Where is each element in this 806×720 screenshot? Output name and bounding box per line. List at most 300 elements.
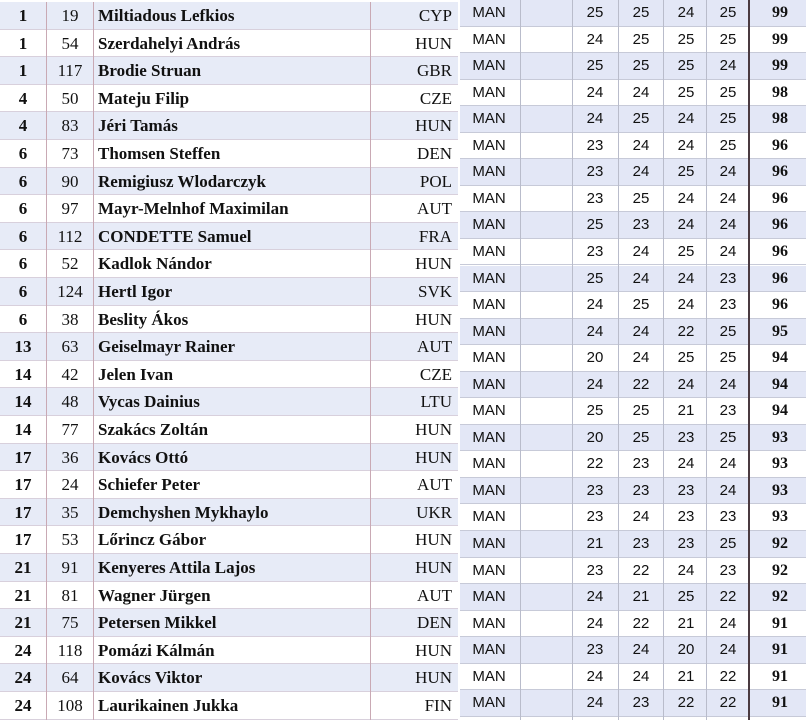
column-divider (706, 0, 707, 720)
competitor-row (0, 444, 458, 472)
nation-cell: UKR (416, 502, 452, 522)
nation-cell: HUN (415, 640, 452, 660)
series-4-score: 24 (719, 216, 737, 234)
series-3-score: 25 (677, 83, 695, 101)
series-4-score: 25 (719, 322, 737, 340)
discipline-cell: MAN (472, 83, 506, 101)
nation-cell: CYP (418, 6, 452, 25)
discipline-cell: MAN (472, 508, 506, 526)
series-3-score: 24 (677, 375, 695, 393)
series-3-score: 24 (677, 216, 695, 234)
competitor-name-cell: Miltiadous Lefkios (98, 6, 235, 25)
competitor-row (0, 168, 458, 196)
series-2-score: 23 (632, 694, 650, 712)
series-4-score: 25 (719, 30, 737, 48)
rank-cell: 6 (18, 144, 28, 163)
start-number-cell: 36 (61, 447, 79, 467)
nation-cell: CZE (419, 88, 452, 108)
discipline-cell: MAN (472, 163, 506, 181)
discipline-cell: MAN (472, 428, 506, 446)
series-2-score: 24 (632, 508, 650, 526)
rank-cell: 1 (18, 33, 28, 53)
column-divider (663, 0, 664, 720)
competitor-name-cell: Kovács Ottó (98, 447, 189, 467)
competitor-name-cell: Szerdahelyi András (98, 33, 241, 53)
series-3-score: 21 (677, 667, 695, 685)
series-2-score: 25 (632, 402, 650, 420)
competitor-row (0, 333, 458, 361)
competitor-name-cell: Schiefer Peter (98, 475, 201, 495)
score-row (460, 0, 806, 27)
score-row (460, 106, 806, 133)
start-number-cell: 117 (57, 61, 83, 81)
competitor-row (0, 306, 458, 334)
competitor-row (0, 526, 458, 554)
nation-cell: POL (419, 171, 452, 191)
score-row (460, 27, 806, 54)
score-row (460, 292, 806, 319)
competitor-row (0, 692, 458, 720)
series-1-score: 23 (586, 561, 604, 579)
start-number-cell: 64 (61, 668, 79, 688)
column-divider (46, 2, 47, 720)
discipline-cell: MAN (472, 402, 506, 420)
competitor-row (0, 223, 458, 251)
series-3-score: 25 (677, 588, 695, 606)
discipline-cell: MAN (472, 57, 506, 75)
score-table (460, 0, 806, 720)
competitor-row (0, 195, 458, 223)
competitor-row (0, 471, 458, 499)
nation-cell: HUN (415, 420, 452, 439)
series-1-score: 25 (586, 269, 604, 287)
discipline-cell: MAN (472, 322, 506, 340)
series-2-score: 25 (632, 189, 650, 207)
total-score: 93 (772, 481, 788, 499)
rank-cell: 6 (18, 171, 28, 191)
total-score: 91 (772, 667, 788, 685)
start-number-cell: 81 (61, 585, 79, 605)
series-3-score: 25 (677, 57, 695, 75)
score-row (460, 478, 806, 505)
series-2-score: 25 (632, 110, 650, 128)
nation-cell: FRA (418, 226, 452, 246)
score-row (460, 425, 806, 452)
rank-cell: 17 (14, 530, 32, 550)
series-2-score: 25 (632, 30, 650, 48)
start-number-cell: 50 (61, 88, 79, 108)
total-score: 96 (772, 163, 788, 181)
competitor-row (0, 30, 458, 58)
start-number-cell: 90 (61, 171, 79, 191)
series-1-score: 21 (586, 535, 604, 552)
series-3-score: 21 (677, 614, 695, 632)
nation-cell: FIN (424, 696, 452, 715)
start-number-cell: 24 (61, 475, 79, 495)
start-number-cell: 38 (61, 309, 79, 329)
competitor-name-cell: Laurikainen Jukka (98, 696, 239, 715)
total-score: 96 (772, 216, 788, 234)
competitor-name-cell: Geiselmayr Rainer (98, 337, 236, 357)
competitor-name-cell: Beslity Ákos (98, 309, 189, 329)
total-score: 96 (772, 269, 788, 287)
start-number-cell: 63 (61, 337, 79, 357)
discipline-cell: MAN (472, 242, 506, 260)
series-1-score: 24 (586, 614, 604, 632)
competitor-name-cell: Petersen Mikkel (98, 613, 217, 633)
competitor-name-cell: Jelen Ivan (98, 364, 174, 384)
competitor-row (0, 278, 458, 306)
series-1-score: 25 (586, 57, 604, 75)
series-1-score: 20 (586, 349, 604, 367)
rank-cell: 1 (18, 61, 28, 81)
series-4-score: 22 (719, 667, 737, 685)
start-number-cell: 35 (61, 502, 79, 522)
competitor-name-cell: Mateju Filip (98, 88, 190, 108)
series-4-score: 25 (719, 110, 737, 128)
discipline-cell: MAN (472, 667, 506, 685)
score-row (460, 664, 806, 691)
series-4-score: 24 (719, 481, 737, 499)
start-number-cell: 52 (61, 254, 79, 274)
score-row (460, 584, 806, 611)
series-3-score: 24 (677, 189, 695, 207)
nation-cell: HUN (415, 668, 452, 688)
score-row (460, 531, 806, 558)
series-1-score: 20 (586, 428, 604, 446)
series-4-score: 25 (719, 535, 737, 552)
series-2-score: 21 (632, 588, 650, 606)
start-number-cell: 73 (61, 144, 79, 163)
series-2-score: 25 (632, 57, 650, 75)
rank-cell: 21 (14, 558, 32, 577)
discipline-cell: MAN (472, 30, 506, 48)
score-row (460, 611, 806, 638)
series-1-score: 25 (586, 4, 604, 21)
rank-cell: 24 (14, 696, 32, 715)
start-number-cell: 97 (61, 199, 79, 219)
score-row (460, 80, 806, 107)
rank-cell: 14 (14, 420, 32, 439)
series-3-score: 23 (677, 535, 695, 552)
series-4-score: 23 (719, 296, 737, 314)
series-3-score: 25 (677, 163, 695, 181)
series-3-score: 24 (677, 296, 695, 314)
total-score: 94 (772, 375, 788, 393)
competitor-name-cell: Kenyeres Attila Lajos (98, 558, 256, 577)
series-2-score: 22 (632, 561, 650, 579)
series-4-score: 24 (719, 189, 737, 207)
start-number-cell: 118 (57, 640, 83, 660)
score-row (460, 558, 806, 585)
series-2-score: 25 (632, 4, 650, 21)
total-score: 93 (772, 508, 788, 526)
series-4-score: 24 (719, 375, 737, 393)
rank-cell: 6 (18, 199, 28, 219)
start-number-cell: 53 (61, 530, 79, 550)
nation-cell: SVK (417, 282, 452, 301)
series-2-score: 24 (632, 667, 650, 685)
discipline-cell: MAN (472, 136, 506, 154)
series-2-score: 24 (632, 163, 650, 181)
rank-cell: 6 (18, 254, 28, 274)
series-1-score: 23 (586, 508, 604, 526)
series-1-score: 23 (586, 189, 604, 207)
total-score: 91 (772, 641, 788, 659)
series-4-score: 25 (719, 349, 737, 367)
series-2-score: 24 (632, 641, 650, 659)
series-3-score: 23 (677, 481, 695, 499)
competitor-name-cell: Brodie Struan (98, 61, 202, 81)
total-score: 99 (772, 30, 788, 48)
series-1-score: 24 (586, 322, 604, 340)
competitor-row (0, 664, 458, 692)
series-4-score: 25 (719, 83, 737, 101)
discipline-cell: MAN (472, 189, 506, 207)
column-divider (370, 2, 371, 720)
series-1-score: 24 (586, 296, 604, 314)
competitor-row (0, 250, 458, 278)
competitor-name-cell: Pomázi Kálmán (98, 640, 215, 660)
rank-cell: 6 (18, 282, 28, 301)
series-1-score: 24 (586, 83, 604, 101)
discipline-cell: MAN (472, 455, 506, 473)
discipline-cell: MAN (472, 694, 506, 712)
series-1-score: 22 (586, 455, 604, 473)
series-3-score: 23 (677, 508, 695, 526)
start-number-cell: 75 (61, 613, 79, 633)
column-divider (572, 0, 573, 720)
discipline-cell: MAN (472, 535, 506, 552)
competitor-row (0, 112, 458, 140)
start-number-cell: 91 (61, 558, 79, 577)
series-3-score: 25 (677, 349, 695, 367)
series-4-score: 24 (719, 455, 737, 473)
score-row (460, 637, 806, 664)
total-score: 93 (772, 428, 788, 446)
series-3-score: 23 (677, 428, 695, 446)
score-row (460, 133, 806, 160)
series-4-score: 24 (719, 614, 737, 632)
competitor-row (0, 554, 458, 582)
series-1-score: 23 (586, 641, 604, 659)
competitor-name-cell: Hertl Igor (98, 282, 173, 301)
series-2-score: 24 (632, 349, 650, 367)
discipline-cell: MAN (472, 481, 506, 499)
nation-cell: HUN (415, 309, 452, 329)
series-4-score: 25 (719, 136, 737, 154)
nation-cell: AUT (417, 585, 452, 605)
discipline-cell: MAN (472, 561, 506, 579)
series-3-score: 24 (677, 4, 695, 21)
total-score: 94 (772, 402, 788, 420)
series-1-score: 25 (586, 216, 604, 234)
discipline-cell: MAN (472, 296, 506, 314)
series-2-score: 25 (632, 296, 650, 314)
competitor-row (0, 388, 458, 416)
competitor-name-cell: Remigiusz Wlodarczyk (98, 171, 266, 191)
nation-cell: HUN (415, 447, 452, 467)
series-1-score: 25 (586, 402, 604, 420)
series-2-score: 24 (632, 322, 650, 340)
total-score: 91 (772, 614, 788, 632)
series-3-score: 24 (677, 136, 695, 154)
score-row (460, 53, 806, 80)
nation-cell: AUT (417, 199, 452, 219)
column-divider (520, 0, 521, 720)
rank-cell: 1 (18, 6, 28, 25)
series-2-score: 24 (632, 136, 650, 154)
score-row (460, 186, 806, 213)
discipline-cell: MAN (472, 641, 506, 659)
competitor-row (0, 85, 458, 113)
column-divider (93, 2, 94, 720)
rank-cell: 17 (14, 475, 32, 495)
total-score: 98 (772, 83, 788, 101)
discipline-cell: MAN (472, 4, 506, 21)
total-score: 91 (772, 694, 788, 712)
discipline-cell: MAN (472, 269, 506, 287)
discipline-cell: MAN (472, 110, 506, 128)
start-number-cell: 48 (61, 392, 79, 412)
series-3-score: 22 (677, 322, 695, 340)
series-4-score: 23 (719, 508, 737, 526)
rank-cell: 14 (14, 392, 32, 412)
nation-cell: LTU (420, 392, 452, 412)
start-number-cell: 54 (61, 33, 79, 53)
series-4-score: 22 (719, 694, 737, 712)
score-row (460, 345, 806, 372)
series-3-score: 20 (677, 641, 695, 659)
total-score: 99 (772, 57, 788, 75)
start-number-cell: 19 (61, 6, 79, 25)
total-score: 95 (772, 322, 788, 340)
total-score: 93 (772, 455, 788, 473)
series-2-score: 23 (632, 535, 650, 552)
competitor-row (0, 57, 458, 85)
rank-cell: 4 (18, 116, 28, 136)
series-4-score: 24 (719, 163, 737, 181)
nation-cell: HUN (415, 254, 452, 274)
rank-cell: 21 (14, 585, 32, 605)
total-score: 98 (772, 110, 788, 128)
nation-cell: HUN (415, 530, 452, 550)
series-3-score: 24 (677, 269, 695, 287)
series-4-score: 24 (719, 641, 737, 659)
series-4-score: 23 (719, 561, 737, 579)
series-4-score: 25 (719, 4, 737, 21)
total-score: 96 (772, 242, 788, 260)
rank-cell: 6 (18, 226, 28, 246)
nation-cell: HUN (415, 33, 452, 53)
series-2-score: 23 (632, 481, 650, 499)
score-row (460, 504, 806, 531)
rank-cell: 17 (14, 447, 32, 467)
nation-cell: HUN (415, 558, 452, 577)
series-1-score: 23 (586, 242, 604, 260)
nation-cell: AUT (417, 337, 452, 357)
competitor-name-cell: Kovács Viktor (98, 668, 203, 688)
competitor-name-cell: Szakács Zoltán (98, 420, 209, 439)
discipline-cell: MAN (472, 375, 506, 393)
series-2-score: 22 (632, 614, 650, 632)
rank-cell: 17 (14, 502, 32, 522)
competitor-row (0, 2, 458, 30)
score-row (460, 266, 806, 293)
total-score: 96 (772, 136, 788, 154)
discipline-cell: MAN (472, 588, 506, 606)
nation-cell: GBR (417, 61, 452, 81)
nation-cell: CZE (419, 364, 452, 384)
start-number-cell: 77 (61, 420, 79, 439)
series-2-score: 25 (632, 428, 650, 446)
competitor-name-cell: Thomsen Steffen (98, 144, 221, 163)
nation-cell: DEN (417, 144, 452, 163)
competitor-name-cell: CONDETTE Samuel (98, 226, 252, 246)
score-row (460, 239, 806, 266)
competitor-row (0, 499, 458, 527)
series-2-score: 23 (632, 216, 650, 234)
series-3-score: 24 (677, 561, 695, 579)
score-row (460, 398, 806, 425)
competitor-name-cell: Mayr-Melnhof Maximilan (98, 199, 289, 219)
series-3-score: 24 (677, 455, 695, 473)
rank-cell: 4 (18, 88, 28, 108)
score-row (460, 212, 806, 239)
total-score: 92 (772, 588, 788, 606)
discipline-cell: MAN (472, 349, 506, 367)
nation-cell: DEN (417, 613, 452, 633)
series-2-score: 22 (632, 375, 650, 393)
series-3-score: 24 (677, 110, 695, 128)
competitor-table (0, 2, 460, 720)
discipline-cell: MAN (472, 216, 506, 234)
competitor-row (0, 609, 458, 637)
competitor-name-cell: Vycas Dainius (98, 392, 200, 412)
competitor-row (0, 416, 458, 444)
competitor-row (0, 140, 458, 168)
series-1-score: 23 (586, 481, 604, 499)
score-row (460, 319, 806, 346)
series-2-score: 24 (632, 269, 650, 287)
series-3-score: 21 (677, 402, 695, 420)
total-score: 92 (772, 561, 788, 579)
competitor-name-cell: Lőrincz Gábor (98, 530, 207, 550)
competitor-row (0, 637, 458, 665)
series-3-score: 22 (677, 694, 695, 712)
series-4-score: 23 (719, 402, 737, 420)
rank-cell: 24 (14, 668, 32, 688)
rank-cell: 13 (14, 337, 32, 357)
series-2-score: 24 (632, 242, 650, 260)
total-score: 96 (772, 189, 788, 207)
score-row (460, 372, 806, 399)
total-score: 99 (772, 4, 788, 21)
series-4-score: 25 (719, 428, 737, 446)
column-divider (748, 0, 750, 720)
series-1-score: 24 (586, 588, 604, 606)
series-4-score: 24 (719, 242, 737, 260)
series-1-score: 23 (586, 136, 604, 154)
competitor-name-cell: Jéri Tamás (98, 116, 178, 136)
series-4-score: 22 (719, 588, 737, 606)
series-1-score: 23 (586, 163, 604, 181)
series-4-score: 23 (719, 269, 737, 287)
start-number-cell: 112 (57, 226, 83, 246)
start-number-cell: 83 (61, 116, 79, 136)
competitor-name-cell: Demchyshen Mykhaylo (98, 502, 269, 522)
start-number-cell: 42 (61, 364, 79, 384)
